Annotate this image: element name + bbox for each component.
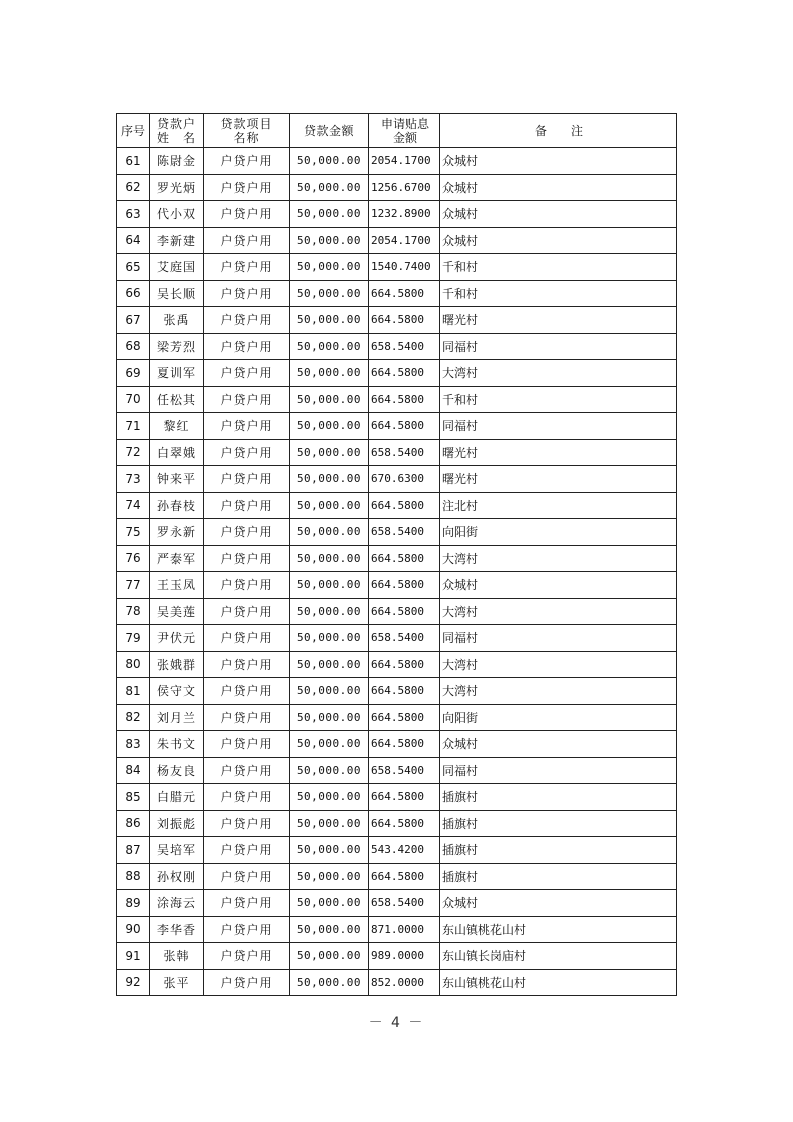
cell-subsidy-amount: 664.5800 xyxy=(369,572,440,599)
cell-subsidy-amount: 989.0000 xyxy=(369,943,440,970)
cell-loan-project: 户贷户用 xyxy=(204,890,290,917)
cell-note: 同福村 xyxy=(440,757,677,784)
header-loan-project-line2: 名称 xyxy=(233,130,260,145)
cell-borrower-name: 任松其 xyxy=(150,386,204,413)
cell-loan-project: 户贷户用 xyxy=(204,943,290,970)
cell-loan-project: 户贷户用 xyxy=(204,413,290,440)
cell-loan-amount: 50,000.00 xyxy=(290,148,369,175)
table-body xyxy=(117,148,677,996)
cell-loan-amount: 50,000.00 xyxy=(290,890,369,917)
table-row xyxy=(117,201,677,228)
cell-loan-project: 户贷户用 xyxy=(204,572,290,599)
cell-note: 众城村 xyxy=(440,174,677,201)
cell-note: 众城村 xyxy=(440,731,677,758)
cell-note: 同福村 xyxy=(440,625,677,652)
cell-loan-amount: 50,000.00 xyxy=(290,254,369,281)
cell-no: 87 xyxy=(117,837,150,864)
table-row xyxy=(117,863,677,890)
cell-subsidy-amount: 670.6300 xyxy=(369,466,440,493)
cell-note: 向阳街 xyxy=(440,704,677,731)
cell-loan-project: 户贷户用 xyxy=(204,386,290,413)
cell-subsidy-amount: 664.5800 xyxy=(369,307,440,334)
cell-loan-amount: 50,000.00 xyxy=(290,572,369,599)
cell-loan-project: 户贷户用 xyxy=(204,916,290,943)
cell-note: 同福村 xyxy=(440,413,677,440)
cell-loan-project: 户贷户用 xyxy=(204,307,290,334)
cell-loan-project: 户贷户用 xyxy=(204,678,290,705)
cell-loan-amount: 50,000.00 xyxy=(290,280,369,307)
cell-subsidy-amount: 664.5800 xyxy=(369,651,440,678)
cell-loan-project: 户贷户用 xyxy=(204,333,290,360)
cell-note: 曙光村 xyxy=(440,307,677,334)
cell-loan-project: 户贷户用 xyxy=(204,227,290,254)
cell-loan-amount: 50,000.00 xyxy=(290,201,369,228)
cell-loan-amount: 50,000.00 xyxy=(290,837,369,864)
cell-note: 东山镇桃花山村 xyxy=(440,916,677,943)
table-row xyxy=(117,519,677,546)
cell-loan-amount: 50,000.00 xyxy=(290,466,369,493)
table-row xyxy=(117,890,677,917)
cell-borrower-name: 吴美莲 xyxy=(150,598,204,625)
table-row xyxy=(117,174,677,201)
cell-note: 大湾村 xyxy=(440,545,677,572)
cell-borrower-name: 艾庭国 xyxy=(150,254,204,281)
table-row xyxy=(117,545,677,572)
cell-no: 70 xyxy=(117,386,150,413)
cell-note: 东山镇桃花山村 xyxy=(440,969,677,996)
cell-no: 91 xyxy=(117,943,150,970)
cell-loan-project: 户贷户用 xyxy=(204,969,290,996)
cell-note: 大湾村 xyxy=(440,651,677,678)
cell-note: 东山镇长岗庙村 xyxy=(440,943,677,970)
table-row xyxy=(117,227,677,254)
header-no: 序号 xyxy=(117,114,150,148)
cell-subsidy-amount: 664.5800 xyxy=(369,863,440,890)
cell-no: 69 xyxy=(117,360,150,387)
cell-loan-amount: 50,000.00 xyxy=(290,704,369,731)
cell-note: 众城村 xyxy=(440,227,677,254)
cell-loan-project: 户贷户用 xyxy=(204,757,290,784)
cell-borrower-name: 涂海云 xyxy=(150,890,204,917)
cell-borrower-name: 孙权刚 xyxy=(150,863,204,890)
table-header-row xyxy=(117,114,677,148)
cell-no: 86 xyxy=(117,810,150,837)
cell-borrower-name: 孙春枝 xyxy=(150,492,204,519)
cell-borrower-name: 黎红 xyxy=(150,413,204,440)
cell-subsidy-amount: 664.5800 xyxy=(369,413,440,440)
cell-loan-amount: 50,000.00 xyxy=(290,810,369,837)
cell-no: 84 xyxy=(117,757,150,784)
cell-no: 67 xyxy=(117,307,150,334)
cell-loan-project: 户贷户用 xyxy=(204,598,290,625)
cell-subsidy-amount: 658.5400 xyxy=(369,439,440,466)
cell-loan-amount: 50,000.00 xyxy=(290,439,369,466)
table-row xyxy=(117,916,677,943)
cell-no: 92 xyxy=(117,969,150,996)
cell-no: 83 xyxy=(117,731,150,758)
cell-subsidy-amount: 664.5800 xyxy=(369,386,440,413)
cell-no: 81 xyxy=(117,678,150,705)
cell-subsidy-amount: 658.5400 xyxy=(369,519,440,546)
table-row xyxy=(117,572,677,599)
cell-subsidy-amount: 664.5800 xyxy=(369,678,440,705)
cell-note: 向阳街 xyxy=(440,519,677,546)
cell-borrower-name: 李新建 xyxy=(150,227,204,254)
cell-borrower-name: 白腊元 xyxy=(150,784,204,811)
table-row xyxy=(117,704,677,731)
cell-no: 77 xyxy=(117,572,150,599)
cell-note: 注北村 xyxy=(440,492,677,519)
table-row xyxy=(117,678,677,705)
cell-subsidy-amount: 664.5800 xyxy=(369,704,440,731)
cell-borrower-name: 夏训军 xyxy=(150,360,204,387)
cell-no: 88 xyxy=(117,863,150,890)
cell-borrower-name: 罗永新 xyxy=(150,519,204,546)
header-loan-project-line1: 贷款项目 xyxy=(220,116,273,131)
cell-loan-amount: 50,000.00 xyxy=(290,598,369,625)
cell-note: 插旗村 xyxy=(440,810,677,837)
table-row xyxy=(117,307,677,334)
cell-loan-amount: 50,000.00 xyxy=(290,492,369,519)
cell-no: 75 xyxy=(117,519,150,546)
cell-borrower-name: 张平 xyxy=(150,969,204,996)
cell-loan-project: 户贷户用 xyxy=(204,280,290,307)
table-row xyxy=(117,439,677,466)
cell-loan-project: 户贷户用 xyxy=(204,201,290,228)
cell-no: 78 xyxy=(117,598,150,625)
header-subsidy-amount-line1: 申请贴息 xyxy=(380,116,429,131)
cell-loan-project: 户贷户用 xyxy=(204,254,290,281)
cell-loan-amount: 50,000.00 xyxy=(290,545,369,572)
cell-borrower-name: 张韩 xyxy=(150,943,204,970)
cell-loan-project: 户贷户用 xyxy=(204,651,290,678)
cell-borrower-name: 李华香 xyxy=(150,916,204,943)
cell-note: 众城村 xyxy=(440,201,677,228)
cell-loan-amount: 50,000.00 xyxy=(290,360,369,387)
cell-subsidy-amount: 1232.8900 xyxy=(369,201,440,228)
cell-loan-project: 户贷户用 xyxy=(204,784,290,811)
cell-borrower-name: 朱书文 xyxy=(150,731,204,758)
cell-no: 71 xyxy=(117,413,150,440)
cell-loan-project: 户贷户用 xyxy=(204,148,290,175)
loan-subsidy-table xyxy=(116,113,677,996)
cell-subsidy-amount: 664.5800 xyxy=(369,280,440,307)
cell-subsidy-amount: 2054.1700 xyxy=(369,227,440,254)
header-loan-amount: 贷款金额 xyxy=(290,114,369,148)
cell-subsidy-amount: 1256.6700 xyxy=(369,174,440,201)
cell-loan-project: 户贷户用 xyxy=(204,625,290,652)
cell-note: 曙光村 xyxy=(440,439,677,466)
cell-subsidy-amount: 658.5400 xyxy=(369,890,440,917)
cell-loan-amount: 50,000.00 xyxy=(290,307,369,334)
cell-loan-amount: 50,000.00 xyxy=(290,969,369,996)
header-note: 备 注 xyxy=(440,114,677,148)
header-subsidy-amount-line2: 金额 xyxy=(392,130,417,145)
cell-borrower-name: 张娥群 xyxy=(150,651,204,678)
cell-loan-project: 户贷户用 xyxy=(204,810,290,837)
cell-borrower-name: 杨友良 xyxy=(150,757,204,784)
cell-loan-project: 户贷户用 xyxy=(204,174,290,201)
cell-note: 插旗村 xyxy=(440,837,677,864)
cell-note: 千和村 xyxy=(440,386,677,413)
cell-loan-amount: 50,000.00 xyxy=(290,943,369,970)
cell-subsidy-amount: 543.4200 xyxy=(369,837,440,864)
cell-loan-amount: 50,000.00 xyxy=(290,863,369,890)
table-row xyxy=(117,413,677,440)
cell-note: 千和村 xyxy=(440,254,677,281)
cell-subsidy-amount: 658.5400 xyxy=(369,333,440,360)
cell-note: 大湾村 xyxy=(440,678,677,705)
cell-borrower-name: 陈尉金 xyxy=(150,148,204,175)
table-row xyxy=(117,969,677,996)
cell-subsidy-amount: 2054.1700 xyxy=(369,148,440,175)
table-row xyxy=(117,254,677,281)
cell-subsidy-amount: 664.5800 xyxy=(369,731,440,758)
cell-borrower-name: 王玉凤 xyxy=(150,572,204,599)
cell-no: 85 xyxy=(117,784,150,811)
cell-note: 插旗村 xyxy=(440,784,677,811)
cell-loan-project: 户贷户用 xyxy=(204,519,290,546)
cell-borrower-name: 白翠娥 xyxy=(150,439,204,466)
table-header xyxy=(117,114,677,148)
cell-no: 82 xyxy=(117,704,150,731)
table-row xyxy=(117,598,677,625)
cell-borrower-name: 吴培军 xyxy=(150,837,204,864)
cell-no: 65 xyxy=(117,254,150,281)
cell-no: 89 xyxy=(117,890,150,917)
cell-no: 64 xyxy=(117,227,150,254)
table-row xyxy=(117,651,677,678)
table-row xyxy=(117,148,677,175)
cell-loan-project: 户贷户用 xyxy=(204,731,290,758)
cell-note: 曙光村 xyxy=(440,466,677,493)
header-borrower-name-line1: 贷款户 xyxy=(156,116,196,131)
cell-loan-project: 户贷户用 xyxy=(204,863,290,890)
table-row xyxy=(117,280,677,307)
cell-borrower-name: 梁芳烈 xyxy=(150,333,204,360)
cell-no: 80 xyxy=(117,651,150,678)
cell-subsidy-amount: 664.5800 xyxy=(369,784,440,811)
table-row xyxy=(117,625,677,652)
table-row xyxy=(117,386,677,413)
cell-note: 大湾村 xyxy=(440,598,677,625)
cell-loan-project: 户贷户用 xyxy=(204,492,290,519)
cell-loan-amount: 50,000.00 xyxy=(290,333,369,360)
cell-borrower-name: 刘月兰 xyxy=(150,704,204,731)
cell-loan-amount: 50,000.00 xyxy=(290,625,369,652)
cell-borrower-name: 钟来平 xyxy=(150,466,204,493)
cell-note: 众城村 xyxy=(440,890,677,917)
table-row xyxy=(117,360,677,387)
cell-borrower-name: 严泰军 xyxy=(150,545,204,572)
cell-subsidy-amount: 852.0000 xyxy=(369,969,440,996)
cell-loan-amount: 50,000.00 xyxy=(290,731,369,758)
cell-borrower-name: 尹伏元 xyxy=(150,625,204,652)
cell-borrower-name: 罗光炳 xyxy=(150,174,204,201)
cell-no: 74 xyxy=(117,492,150,519)
table-row xyxy=(117,466,677,493)
cell-loan-project: 户贷户用 xyxy=(204,360,290,387)
table-row xyxy=(117,757,677,784)
cell-subsidy-amount: 658.5400 xyxy=(369,625,440,652)
cell-no: 61 xyxy=(117,148,150,175)
cell-loan-amount: 50,000.00 xyxy=(290,916,369,943)
cell-borrower-name: 张禹 xyxy=(150,307,204,334)
cell-loan-project: 户贷户用 xyxy=(204,837,290,864)
cell-subsidy-amount: 664.5800 xyxy=(369,810,440,837)
cell-subsidy-amount: 664.5800 xyxy=(369,598,440,625)
cell-loan-project: 户贷户用 xyxy=(204,466,290,493)
header-loan-project xyxy=(204,114,290,148)
cell-loan-amount: 50,000.00 xyxy=(290,757,369,784)
table-row xyxy=(117,731,677,758)
header-borrower-name xyxy=(150,114,204,148)
cell-note: 众城村 xyxy=(440,148,677,175)
cell-no: 72 xyxy=(117,439,150,466)
cell-subsidy-amount: 1540.7400 xyxy=(369,254,440,281)
cell-loan-amount: 50,000.00 xyxy=(290,784,369,811)
table-row xyxy=(117,943,677,970)
cell-borrower-name: 侯守文 xyxy=(150,678,204,705)
cell-loan-project: 户贷户用 xyxy=(204,439,290,466)
header-borrower-name-line2: 姓 名 xyxy=(156,130,196,145)
cell-no: 63 xyxy=(117,201,150,228)
cell-no: 62 xyxy=(117,174,150,201)
cell-subsidy-amount: 664.5800 xyxy=(369,545,440,572)
cell-subsidy-amount: 664.5800 xyxy=(369,360,440,387)
cell-loan-amount: 50,000.00 xyxy=(290,174,369,201)
cell-note: 千和村 xyxy=(440,280,677,307)
table-row xyxy=(117,810,677,837)
cell-note: 插旗村 xyxy=(440,863,677,890)
cell-borrower-name: 刘振彪 xyxy=(150,810,204,837)
page-number: － 4 － xyxy=(368,1015,425,1031)
cell-note: 大湾村 xyxy=(440,360,677,387)
cell-subsidy-amount: 658.5400 xyxy=(369,757,440,784)
cell-no: 68 xyxy=(117,333,150,360)
cell-no: 79 xyxy=(117,625,150,652)
cell-loan-amount: 50,000.00 xyxy=(290,651,369,678)
table-row xyxy=(117,837,677,864)
cell-no: 66 xyxy=(117,280,150,307)
header-subsidy-amount xyxy=(369,114,440,148)
cell-subsidy-amount: 664.5800 xyxy=(369,492,440,519)
cell-borrower-name: 代小双 xyxy=(150,201,204,228)
cell-note: 众城村 xyxy=(440,572,677,599)
cell-loan-project: 户贷户用 xyxy=(204,704,290,731)
cell-loan-project: 户贷户用 xyxy=(204,545,290,572)
cell-no: 76 xyxy=(117,545,150,572)
cell-subsidy-amount: 871.0000 xyxy=(369,916,440,943)
cell-loan-amount: 50,000.00 xyxy=(290,678,369,705)
cell-no: 73 xyxy=(117,466,150,493)
cell-loan-amount: 50,000.00 xyxy=(290,519,369,546)
cell-no: 90 xyxy=(117,916,150,943)
cell-borrower-name: 吴长顺 xyxy=(150,280,204,307)
cell-note: 同福村 xyxy=(440,333,677,360)
cell-loan-amount: 50,000.00 xyxy=(290,386,369,413)
cell-loan-amount: 50,000.00 xyxy=(290,413,369,440)
cell-loan-amount: 50,000.00 xyxy=(290,227,369,254)
table-row xyxy=(117,333,677,360)
table-row xyxy=(117,492,677,519)
table-row xyxy=(117,784,677,811)
